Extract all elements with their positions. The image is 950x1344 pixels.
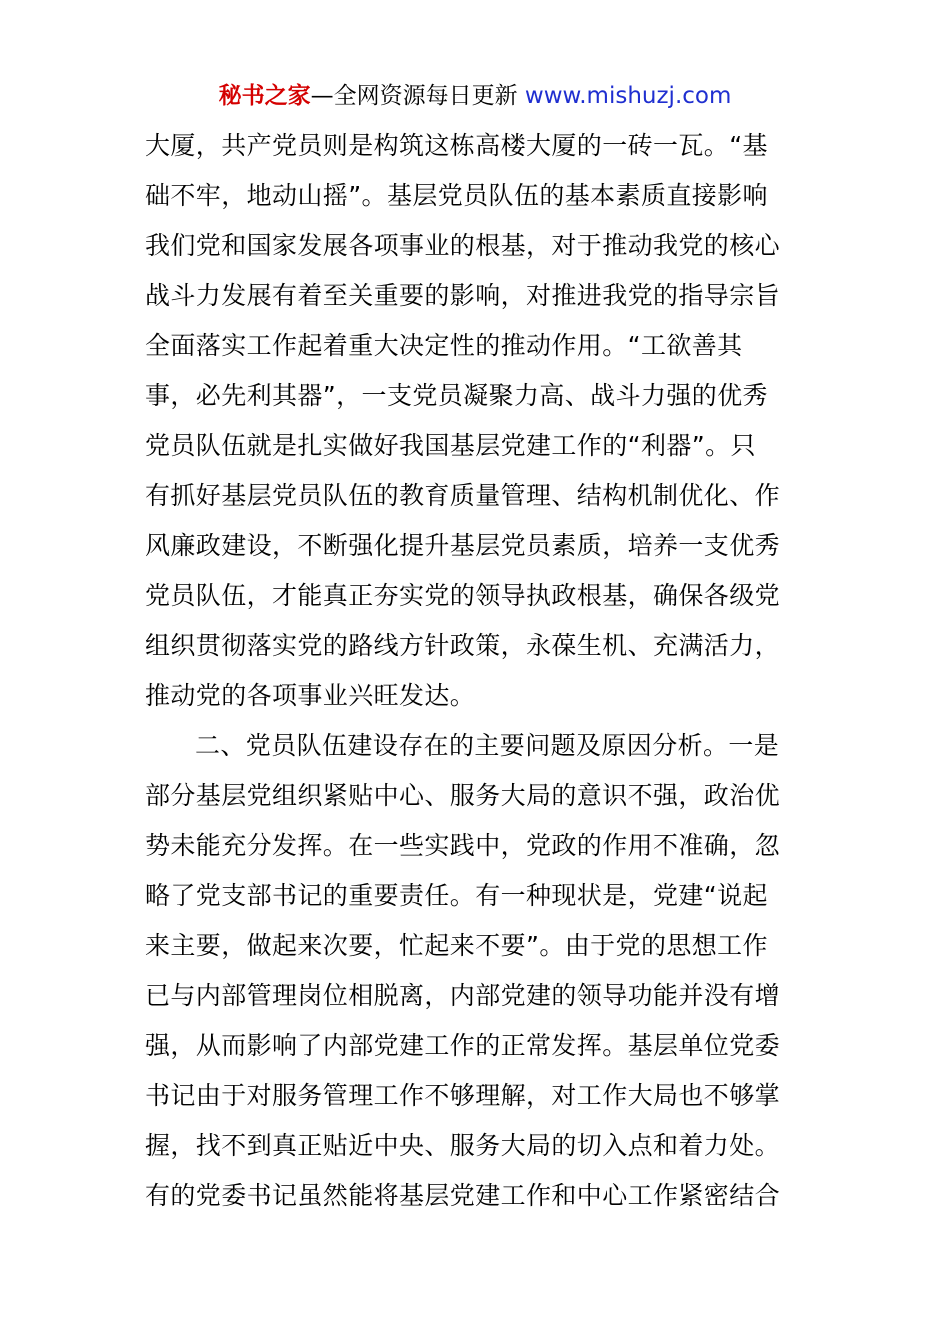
text-line: 书记由于对服务管理工作不够理解，对工作大局也不够掌 [145, 1081, 781, 1110]
text-line: 来主要，做起来次要，忙起来不要”。由于党的思想工作 [145, 931, 768, 960]
page-header [0, 80, 950, 112]
text-line: 推动党的各项事业兴旺发达。 [145, 681, 476, 710]
text-line: 势未能充分发挥。在一些实践中，党政的作用不准确，忽 [145, 831, 781, 860]
text-line: 事，必先利其器”，一支党员凝聚力高、战斗力强的优秀 [145, 381, 768, 410]
text-line: 有的党委书记虽然能将基层党建工作和中心工作紧密结合 [145, 1181, 781, 1210]
text-line: 强，从而影响了内部党建工作的正常发挥。基层单位党委 [145, 1031, 781, 1060]
text-line: 握，找不到真正贴近中央、服务大局的切入点和着力处。 [145, 1131, 781, 1160]
text-line: 大厦，共产党员则是构筑这栋高楼大厦的一砖一瓦。“基 [145, 131, 768, 160]
header-tagline: —全网资源每日更新 [310, 83, 518, 109]
text-line: 党员队伍，才能真正夯实党的领导执政根基，确保各级党 [145, 581, 781, 610]
text-line: 础不牢，地动山摇”。基层党员队伍的基本素质直接影响 [145, 181, 768, 210]
text-line: 党员队伍就是扎实做好我国基层党建工作的“利器”。只 [145, 431, 756, 460]
brand-name: 秘书之家 [218, 83, 311, 109]
section-heading-line: 二、党员队伍建设存在的主要问题及原因分析。一是 [195, 731, 780, 760]
document-body [145, 121, 815, 1221]
text-line: 部分基层党组织紧贴中心、服务大局的意识不强，政治优 [145, 781, 781, 810]
text-line: 全面落实工作起着重大决定性的推动作用。“工欲善其 [145, 331, 743, 360]
text-line: 有抓好基层党员队伍的教育质量管理、结构机制优化、作 [145, 481, 781, 510]
text-line: 略了党支部书记的重要责任。有一种现状是，党建“说起 [145, 881, 768, 910]
text-line: 战斗力发展有着至关重要的影响，对推进我党的指导宗旨 [145, 281, 781, 310]
site-url[interactable]: www.mishuzj.com [517, 83, 732, 109]
text-line: 风廉政建设，不断强化提升基层党员素质，培养一支优秀 [145, 531, 781, 560]
text-line: 我们党和国家发展各项事业的根基，对于推动我党的核心 [145, 231, 781, 260]
text-line: 组织贯彻落实党的路线方针政策，永葆生机、充满活力， [145, 631, 781, 660]
text-line: 已与内部管理岗位相脱离，内部党建的领导功能并没有增 [145, 981, 781, 1010]
